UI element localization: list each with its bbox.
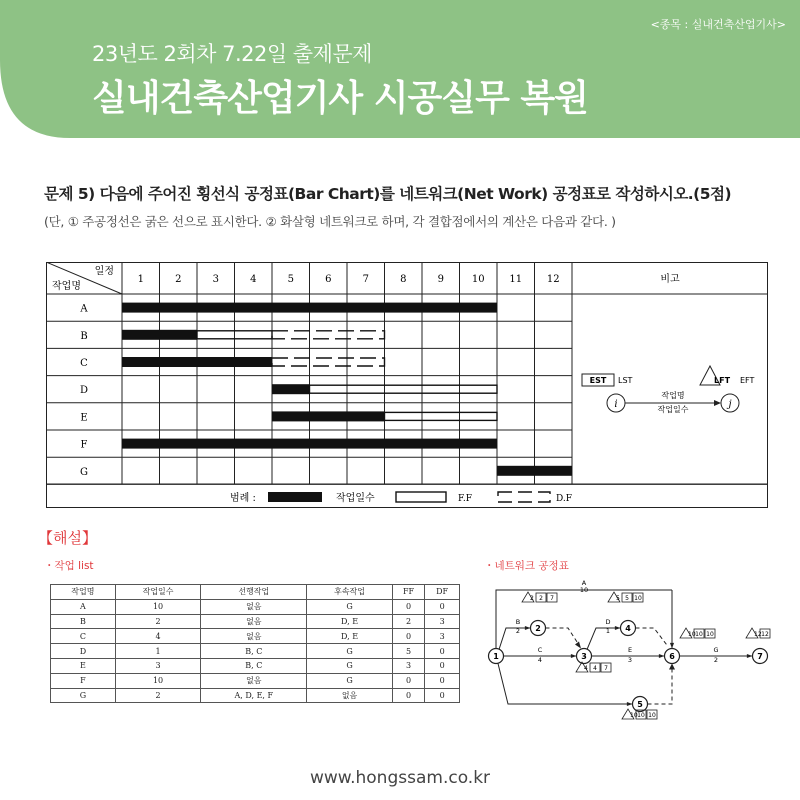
page-title: 실내건축산업기사 시공실무 복원 xyxy=(92,78,588,119)
free-float-bar xyxy=(310,385,498,393)
table-cell: 0 xyxy=(392,629,424,644)
legend-work-label: 작업일수 xyxy=(336,493,375,504)
day-label: 6 xyxy=(325,274,332,285)
bar-chart-schedule xyxy=(46,262,768,508)
free-float-bar xyxy=(385,412,498,420)
time-triangle-value: 10 xyxy=(630,712,638,719)
dummy-2-3-head xyxy=(575,642,581,649)
table-cell: E xyxy=(51,658,116,673)
network-node-label: 4 xyxy=(625,624,631,633)
activity-E-arrow-head xyxy=(659,654,665,658)
table-cell: D xyxy=(51,644,116,659)
corner-bottom-label: 작업명 xyxy=(52,281,81,292)
table-cell: G xyxy=(307,599,393,614)
table-row xyxy=(51,688,460,703)
network-node-label: 3 xyxy=(581,652,587,661)
table-row xyxy=(51,673,460,688)
activity-D-line xyxy=(587,628,620,650)
network-node-label: 1 xyxy=(493,652,499,661)
table-header: DF xyxy=(425,585,460,600)
work-bar xyxy=(122,303,497,313)
activity-E-label: E xyxy=(627,646,633,654)
time-triangle-value: 2 xyxy=(530,595,534,602)
row-name: C xyxy=(80,358,88,369)
table-cell: 3 xyxy=(115,658,201,673)
work-bar xyxy=(272,411,385,421)
table-cell: 없음 xyxy=(201,599,307,614)
table-cell: C xyxy=(51,629,116,644)
table-cell: 5 xyxy=(392,644,424,659)
activity-G-arrow-head xyxy=(747,654,753,658)
table-cell: 없음 xyxy=(201,614,307,629)
table-cell: D, E xyxy=(307,629,393,644)
activity-B-line xyxy=(499,628,530,650)
row-name: B xyxy=(80,330,88,342)
activity-A-arrow-head xyxy=(670,643,674,649)
day-label: 8 xyxy=(400,274,407,285)
work-bar xyxy=(272,384,310,394)
table-cell: 4 xyxy=(115,629,201,644)
remark-arrow-head xyxy=(714,400,721,406)
time-triangle-value: 4 xyxy=(584,665,588,672)
table-cell: D, E xyxy=(307,614,393,629)
legend-df-label: D.F xyxy=(556,494,573,504)
table-cell: B xyxy=(51,614,116,629)
work-bar xyxy=(122,357,272,367)
node-i-label: i xyxy=(614,399,618,410)
time-box-value: 10 xyxy=(695,631,703,638)
table-row xyxy=(51,614,460,629)
table-row xyxy=(51,644,460,659)
legend-label: 범례 : xyxy=(230,493,256,504)
dummy-5-6 xyxy=(648,665,673,705)
table-cell: 없음 xyxy=(201,673,307,688)
day-label: 9 xyxy=(437,274,444,285)
table-cell: 10 xyxy=(115,599,201,614)
time-box-second-value: 10 xyxy=(706,631,714,638)
time-box-second-value: 7 xyxy=(604,665,608,672)
table-cell: 0 xyxy=(425,658,460,673)
time-triangle-value: 12 xyxy=(754,631,762,638)
activity-F-arrow-head xyxy=(627,702,633,706)
time-box-value: 4 xyxy=(593,665,597,672)
row-name: E xyxy=(80,412,88,424)
table-row xyxy=(51,658,460,673)
network-diagram xyxy=(484,572,784,732)
table-cell: 3 xyxy=(425,614,460,629)
table-cell: 0 xyxy=(392,688,424,703)
legend-ff-label: F.F xyxy=(458,494,472,504)
dummy-5-6-head xyxy=(669,664,675,670)
network-node-label: 7 xyxy=(757,652,763,661)
eft-label: EFT xyxy=(740,376,755,385)
network-node-label: 6 xyxy=(669,652,675,661)
work-bar xyxy=(122,330,197,340)
legend-ff-swatch xyxy=(396,492,446,502)
activity-B-arrow-head xyxy=(525,626,531,630)
remark-duration-label: 작업일수 xyxy=(657,405,689,414)
network-svg xyxy=(484,572,784,732)
est-label: EST xyxy=(589,376,607,385)
lft-label: LFT xyxy=(714,376,731,385)
table-header: 작업일수 xyxy=(115,585,201,600)
exam-subtitle: 23년도 2회차 7.22일 출제문제 xyxy=(92,42,372,66)
work-bar xyxy=(497,466,572,476)
task-list-table xyxy=(50,584,460,703)
table-row xyxy=(51,629,460,644)
time-triangle-value: 10 xyxy=(688,631,696,638)
activity-B-days: 2 xyxy=(515,627,521,635)
day-label: 2 xyxy=(175,274,182,285)
lst-label: LST xyxy=(618,376,633,385)
table-cell: G xyxy=(307,644,393,659)
row-name: F xyxy=(80,439,88,451)
header-curve xyxy=(0,0,800,140)
table-cell: 1 xyxy=(115,644,201,659)
table-cell: 없음 xyxy=(307,688,393,703)
activity-C-label: C xyxy=(537,646,543,654)
network-node-label: 2 xyxy=(535,624,541,633)
task-list-label: ・작업 list xyxy=(44,560,94,572)
bar-chart-svg xyxy=(46,262,768,508)
table-cell: B, C xyxy=(201,658,307,673)
question-note: (단, ① 주공정선은 굵은 선으로 표시한다. ② 화살형 네트워크로 하며, 각 결합점에서의 계산은 다음과 같다. ) xyxy=(44,214,616,229)
table-cell: 3 xyxy=(425,629,460,644)
row-name: D xyxy=(79,385,89,397)
activity-D-arrow-head xyxy=(615,626,621,630)
time-box-value: 5 xyxy=(625,595,629,602)
table-cell: 2 xyxy=(392,614,424,629)
table-cell: 2 xyxy=(115,688,201,703)
activity-E-days: 3 xyxy=(627,656,633,664)
dummy-2-3 xyxy=(546,628,581,647)
table-row xyxy=(51,599,460,614)
time-box-value: 2 xyxy=(539,595,543,602)
activity-C-days: 4 xyxy=(537,656,543,664)
table-cell: A xyxy=(51,599,116,614)
network-label: ・네트워크 공정표 xyxy=(484,560,569,572)
day-label: 5 xyxy=(287,274,294,285)
table-header: 작업명 xyxy=(51,585,116,600)
answer-label: 【해설】 xyxy=(38,529,97,547)
day-label: 10 xyxy=(471,274,485,285)
dummy-4-6 xyxy=(636,628,669,647)
dependent-float-bar xyxy=(272,358,385,366)
activity-F-line xyxy=(498,664,632,705)
activity-G-days: 2 xyxy=(713,656,719,664)
work-bar xyxy=(122,439,497,449)
activity-D-label: D xyxy=(605,618,611,626)
table-cell: G xyxy=(307,658,393,673)
category-label: <종목 : 실내건축산업기사> xyxy=(650,18,786,31)
corner-top-label: 일정 xyxy=(94,266,114,277)
table-header: 선행작업 xyxy=(201,585,307,600)
svg-text:10: 10 xyxy=(579,586,589,594)
time-box-second-value: 10 xyxy=(634,595,642,602)
table-cell: 10 xyxy=(115,673,201,688)
table-cell: F xyxy=(51,673,116,688)
table-cell: 3 xyxy=(392,658,424,673)
table-cell: 0 xyxy=(392,673,424,688)
table-header: FF xyxy=(392,585,424,600)
day-label: 4 xyxy=(250,274,257,285)
table-cell: A, D, E, F xyxy=(201,688,307,703)
legend-work-swatch xyxy=(268,492,322,502)
day-label: 11 xyxy=(509,274,523,285)
remark-header: 비고 xyxy=(660,274,680,285)
row-name: A xyxy=(80,303,88,315)
table-header: 후속작업 xyxy=(307,585,393,600)
row-name: G xyxy=(80,466,88,478)
day-label: 3 xyxy=(212,274,219,285)
time-triangle-value: 5 xyxy=(616,595,620,602)
table-cell: G xyxy=(51,688,116,703)
remark-activity-label: 작업명 xyxy=(661,391,685,400)
time-box-value: 10 xyxy=(637,712,645,719)
activity-C-arrow-head xyxy=(571,654,577,658)
table-cell: 0 xyxy=(425,688,460,703)
network-node-label: 5 xyxy=(637,700,643,709)
day-label: 12 xyxy=(546,274,560,285)
day-label: 7 xyxy=(362,274,369,285)
table-cell: 0 xyxy=(425,673,460,688)
dependent-float-bar xyxy=(272,331,385,339)
time-box-second-value: 7 xyxy=(550,595,554,602)
table-cell: 0 xyxy=(425,599,460,614)
activity-D-days: 1 xyxy=(605,627,611,635)
activity-G-label: G xyxy=(713,646,719,654)
time-box-value: 12 xyxy=(761,631,769,638)
table-cell: 2 xyxy=(115,614,201,629)
table-cell: G xyxy=(307,673,393,688)
table-cell: 0 xyxy=(425,644,460,659)
table-cell: 0 xyxy=(392,599,424,614)
table-cell: 없음 xyxy=(201,629,307,644)
day-label: 1 xyxy=(137,274,144,285)
table-cell: B, C xyxy=(201,644,307,659)
question-title: 문제 5) 다음에 주어진 횡선식 공정표(Bar Chart)를 네트워크(Net Work) 공정표로 작성하시오.(5점) xyxy=(44,185,732,203)
legend-df-swatch xyxy=(498,492,550,502)
node-j-label: j xyxy=(728,399,732,410)
time-box-second-value: 10 xyxy=(648,712,656,719)
svg-text:A: A xyxy=(581,579,587,587)
site-url: www.hongssam.co.kr xyxy=(309,768,491,788)
activity-A-line xyxy=(496,590,672,649)
activity-B-label: B xyxy=(515,618,521,626)
